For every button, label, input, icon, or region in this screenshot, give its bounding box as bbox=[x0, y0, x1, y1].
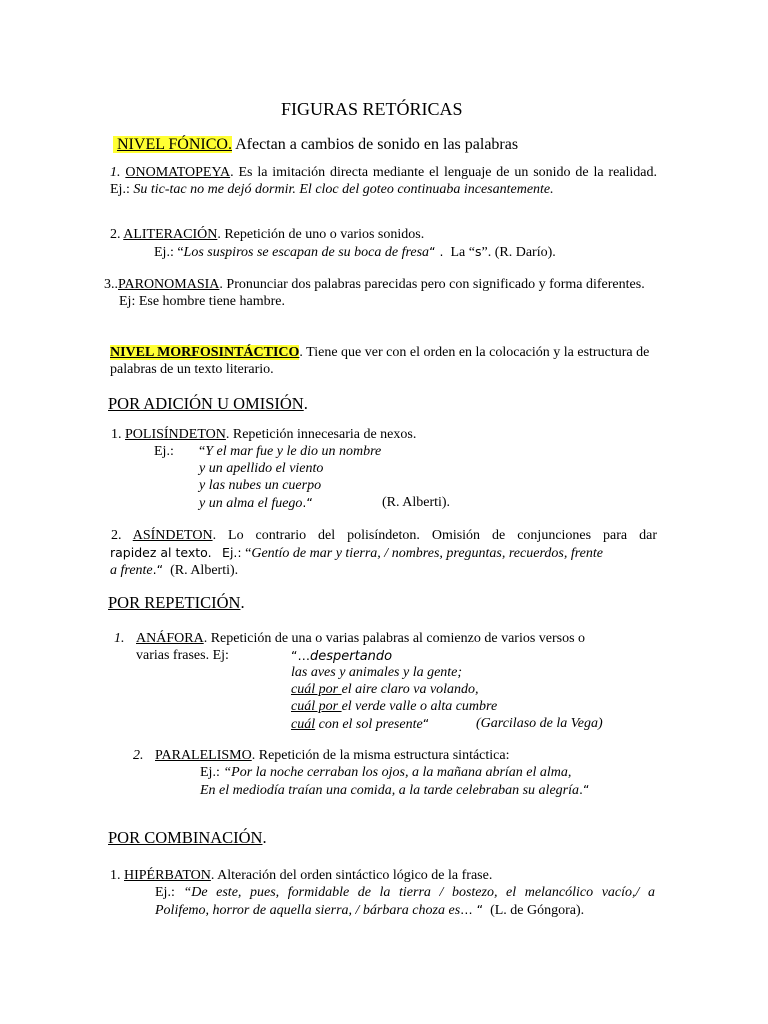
quote-close: “ . bbox=[429, 244, 444, 259]
asindeton-example-end: a frente bbox=[110, 563, 153, 578]
combinacion-heading-text: POR COMBINACIÓN bbox=[108, 828, 263, 847]
example-prefix: Ej.: bbox=[222, 545, 242, 560]
combinacion-heading bbox=[108, 829, 267, 846]
anafora-num bbox=[114, 630, 125, 647]
asindeton-line-2 bbox=[110, 544, 603, 562]
asindeton-example: Gentío de mar y tierra, / nombres, preguntas, recuerdos, frente bbox=[251, 546, 603, 561]
verse-text: y un alma el fuego bbox=[199, 496, 303, 511]
asindeton-definition: . Lo contrario del polisíndeton. Omisión de conjunciones para dar bbox=[212, 528, 657, 543]
hiperbaton-example-1 bbox=[155, 884, 655, 901]
anafora-verse-3 bbox=[291, 681, 479, 698]
item-number: 2. bbox=[111, 528, 122, 543]
polisindeton-verse-2: y un apellido el viento bbox=[199, 461, 324, 476]
anafora-def2: varias frases. Ej: bbox=[136, 648, 229, 663]
aliteracion-item bbox=[110, 226, 424, 243]
quote-open: “ bbox=[223, 765, 232, 780]
anaphora-word: cuál por bbox=[291, 699, 342, 714]
nivel-fonico-label: NIVEL FÓNICO. bbox=[113, 136, 232, 153]
quote-close: “ bbox=[422, 716, 430, 731]
item-number: 2. bbox=[133, 748, 144, 763]
note-a: La “ bbox=[450, 245, 475, 260]
paronomasia-item bbox=[104, 276, 645, 293]
anafora-verse-5 bbox=[291, 715, 429, 733]
anafora-definition: . Repetición de una o varias palabras al comienzo de varios versos o bbox=[203, 631, 586, 646]
example-prefix: Ej.: “ bbox=[154, 245, 184, 260]
asindeton-line-3 bbox=[110, 561, 238, 579]
hiperbaton-author: (L. de Góngora). bbox=[490, 903, 585, 918]
heading-dot: . bbox=[262, 828, 267, 847]
quote-open: “… bbox=[291, 648, 310, 663]
anafora-author: (Garcilaso de la Vega) bbox=[476, 716, 603, 731]
item-number: 1. bbox=[110, 868, 121, 883]
onomatopeya-definition: . Es la imitación directa mediante el lenguaje de un sonido de la realidad. Ej.: bbox=[110, 165, 658, 197]
verse-text: Polifemo, horror de aquella sierra, / bárbara choza es bbox=[155, 903, 461, 918]
heading-dot: . bbox=[240, 593, 245, 612]
adicion-heading-text: POR ADICIÓN U OMISIÓN bbox=[108, 394, 304, 413]
example-prefix: Ej.: bbox=[155, 885, 175, 900]
quote-open: “ bbox=[245, 546, 252, 561]
nivel-fonico-heading bbox=[113, 135, 518, 154]
quote-open: “ bbox=[183, 885, 192, 900]
example-prefix: Ej.: bbox=[200, 765, 220, 780]
verse-text: despertando bbox=[309, 649, 393, 664]
anafora-verse-1 bbox=[291, 647, 392, 665]
nivel-morfo-label: NIVEL MORFOSINTÁCTICO bbox=[110, 345, 300, 360]
aliteracion-term: ALITERACIÓN bbox=[123, 227, 218, 242]
item-number: 1. bbox=[114, 631, 125, 646]
item-number: 1. bbox=[110, 165, 121, 180]
quote-open: “ bbox=[199, 444, 206, 459]
polisindeton-verse-4 bbox=[199, 494, 313, 512]
document-title: FIGURAS RETÓRICAS bbox=[281, 99, 463, 119]
paronomasia-example: Ej: Ese hombre tiene hambre. bbox=[119, 294, 285, 309]
anafora-item bbox=[136, 630, 585, 647]
paralelismo-example-1 bbox=[200, 764, 571, 781]
nivel-morfo-desc: . Tiene que ver con el orden en la colocación y la estructura de bbox=[299, 345, 650, 360]
verse-text: Y el mar fue y le dio un nombre bbox=[205, 444, 382, 459]
item-number: 2. bbox=[110, 227, 121, 242]
repeticion-heading-text: POR REPETICIÓN bbox=[108, 593, 241, 612]
hiperbaton-term: HIPÉRBATON bbox=[124, 868, 211, 883]
quote-close: .“ bbox=[152, 562, 164, 577]
asindeton-author: (R. Alberti). bbox=[170, 563, 239, 578]
aliteracion-example-text: Los suspiros se escapan de su boca de fresa bbox=[183, 245, 430, 260]
paralelismo-term: PARALELISMO bbox=[155, 748, 252, 763]
verse-text: En el mediodía traían una comida, a la tarde celebraban su alegría bbox=[200, 783, 579, 798]
polisindeton-ej: Ej.: bbox=[154, 444, 174, 459]
asindeton-line-1 bbox=[111, 527, 657, 544]
verse-text: con el sol presente bbox=[315, 717, 423, 732]
polisindeton-verse-3: y las nubes un cuerpo bbox=[199, 478, 322, 493]
quote-close: .“ bbox=[579, 782, 590, 797]
paralelismo-item bbox=[155, 747, 509, 764]
adicion-heading bbox=[108, 395, 308, 412]
asindeton-term: ASÍNDETON bbox=[132, 528, 213, 543]
paralelismo-num bbox=[133, 747, 144, 764]
onomatopeya-example: Su tic-tac no me dejó dormir. El cloc del goteo continuaba incesantemente. bbox=[133, 182, 554, 197]
aliteracion-definition: . Repetición de uno o varios sonidos. bbox=[217, 227, 425, 242]
nivel-morfo-heading bbox=[110, 344, 649, 361]
anafora-verse-4 bbox=[291, 698, 497, 715]
onomatopeya-item bbox=[110, 164, 657, 198]
note-s: s bbox=[474, 244, 482, 259]
polisindeton-term: POLISÍNDETON bbox=[125, 427, 226, 442]
verse-text: De este, pues, formidable de la tierra / bostezo, el melancólico vacío,/ a bbox=[191, 885, 656, 900]
aliteracion-example bbox=[154, 243, 556, 261]
anafora-term: ANÁFORA bbox=[136, 631, 204, 646]
polisindeton-definition: . Repetición innecesaria de nexos. bbox=[225, 427, 417, 442]
heading-dot: . bbox=[303, 394, 308, 413]
hiperbaton-definition: . Alteración del orden sintáctico lógico de la frase. bbox=[210, 868, 493, 883]
item-number: 3.. bbox=[104, 277, 118, 292]
polisindeton-author: (R. Alberti). bbox=[382, 495, 451, 510]
repeticion-heading bbox=[108, 594, 245, 611]
paralelismo-example-2 bbox=[200, 781, 589, 799]
verse-text: el aire claro va volando, bbox=[341, 682, 479, 697]
quote-close: .“ bbox=[302, 495, 313, 510]
onomatopeya-term: ONOMATOPEYA bbox=[125, 165, 231, 180]
paralelismo-definition: . Repetición de la misma estructura sintáctica: bbox=[251, 748, 510, 763]
nivel-morfo-desc-line2: palabras de un texto literario. bbox=[110, 362, 274, 377]
nivel-fonico-desc: Afectan a cambios de sonido en las palabras bbox=[235, 136, 519, 153]
anaphora-word: cuál por bbox=[291, 682, 342, 697]
paronomasia-definition: . Pronunciar dos palabras parecidas pero con significado y forma diferentes. bbox=[219, 277, 645, 292]
hiperbaton-example-2 bbox=[155, 901, 584, 919]
anaphora-word: cuál bbox=[291, 717, 316, 732]
polisindeton-item bbox=[111, 426, 416, 443]
item-number: 1. bbox=[111, 427, 122, 442]
hiperbaton-item bbox=[110, 867, 492, 884]
verse-text: Por la noche cerraban los ojos, a la mañana abrían el alma, bbox=[231, 765, 572, 780]
verse-text: el verde valle o alta cumbre bbox=[341, 699, 498, 714]
anafora-verse-2: las aves y animales y la gente; bbox=[291, 665, 463, 680]
paronomasia-term: PARONOMASIA bbox=[118, 277, 220, 292]
note-b: ”. (R. Darío). bbox=[481, 245, 556, 260]
polisindeton-verse-1 bbox=[199, 443, 381, 460]
quote-close: … “ bbox=[460, 902, 484, 917]
asindeton-rapidez: rapidez al texto. bbox=[110, 545, 212, 560]
